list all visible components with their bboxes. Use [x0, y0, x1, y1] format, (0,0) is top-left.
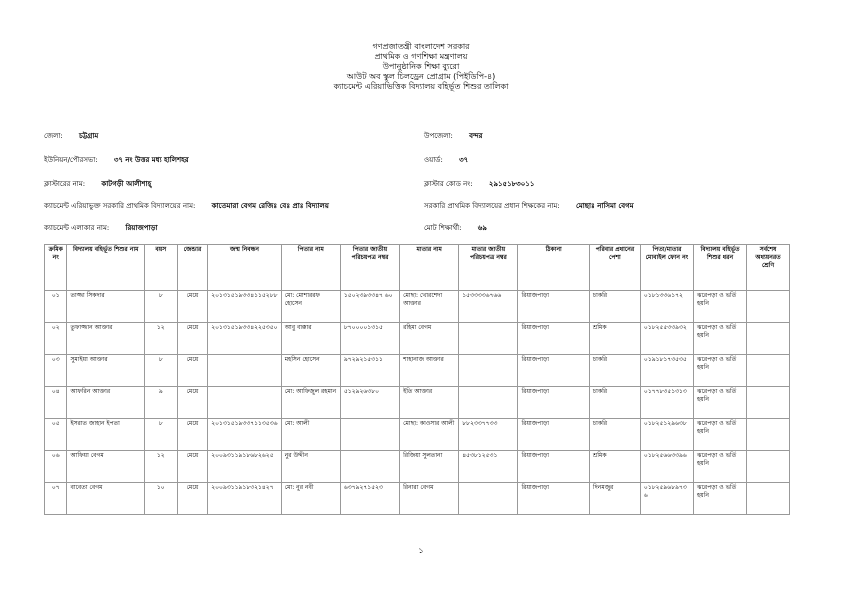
table-cell: মোছা: খোরশেদা আক্তার [400, 291, 459, 323]
table-row [45, 483, 790, 515]
table-cell: ঝরেপড়া ও ভর্তি হয়নি [693, 355, 746, 387]
total-label: মোট শিক্ষার্থী: [424, 224, 462, 232]
column-header: বয়স [144, 245, 177, 291]
table-cell: ২০০৯৩১১৯১৮৩২১৪২৭ [208, 483, 281, 515]
table-body [45, 291, 790, 515]
table-cell: রিয়াজপাড়া [518, 483, 589, 515]
table-cell: মেয়ে [177, 483, 208, 515]
table-cell: রিয়াজপাড়া [518, 291, 589, 323]
ward-value: ৩৭ [459, 156, 469, 164]
table-cell: মো: আফিজুল রহমান [281, 387, 340, 419]
area-field [44, 222, 158, 234]
children-table [44, 244, 790, 515]
table-cell [747, 387, 790, 419]
table-cell [459, 355, 518, 387]
table-cell: রিয়াজপাড়া [518, 355, 589, 387]
table-cell: ঝরেপড়া ও ভর্তি হয়নি [693, 419, 746, 451]
table-cell: রিনারা বেগম [400, 483, 459, 515]
table-cell: মেয়ে [177, 387, 208, 419]
table-row [45, 323, 790, 355]
table-row [45, 291, 790, 323]
table-cell: আফরিন আক্তার [67, 387, 145, 419]
table-cell: ঝরেপড়া ও ভর্তি হয়নি [693, 483, 746, 515]
table-cell: নুর উদ্দীন [281, 451, 340, 483]
table-cell: ২০১৩১৫১৯৩৩৪১১৫২৮৮ [208, 291, 281, 323]
union-field [44, 154, 189, 166]
upazila-label: উপজেলা: [424, 132, 453, 140]
table-cell: রিয়াজপাড়া [518, 451, 589, 483]
table-cell: রিয়াজপাড়া [518, 387, 589, 419]
table-cell: তুফাজ্জান আক্তার [67, 323, 145, 355]
table-cell: শাহানাজ আক্তার [400, 355, 459, 387]
table-cell: ১৫৩৩৩৩৬৭৬৬ [459, 291, 518, 323]
table-cell: চাকরি [589, 355, 640, 387]
table-cell: ৮ [144, 291, 177, 323]
table-row [45, 451, 790, 483]
school-value: কাতেমারা বেগম রেজিঃ বেঃ প্রাঃ বিদ্যালয় [211, 202, 329, 210]
table-cell [747, 451, 790, 483]
table-cell: ০১ [45, 291, 67, 323]
table-cell: ৬৩৭৯২৭১৫২৩ [340, 483, 399, 515]
header-line-4: আউট অব স্কুল চিলড্রেন প্রোগ্রাম (পিইডিপি-৪) [346, 72, 496, 81]
table-cell: চাকরি [589, 387, 640, 419]
table-cell: ৮ [144, 355, 177, 387]
column-header: সর্বশেষ অধ্যয়নরত শ্রেণি [747, 245, 790, 291]
table-cell: আবু বাক্কার [281, 323, 340, 355]
table-cell: দিনমজুর [589, 483, 640, 515]
table-cell [459, 323, 518, 355]
table-cell [208, 387, 281, 419]
table-cell [208, 355, 281, 387]
table-cell: ৪৫৩৮১২৫৩১ [459, 451, 518, 483]
cluster-label: ক্লাস্টারের নাম: [44, 180, 86, 188]
table-cell: মো: মোশাররফ হোসেন [281, 291, 340, 323]
table-row [45, 387, 790, 419]
area-value: রিয়াজপাড়া [125, 224, 158, 232]
table-cell: ০৬ [45, 451, 67, 483]
column-header: পরিবার প্রধানের পেশা [589, 245, 640, 291]
table-cell [459, 483, 518, 515]
table-cell: মো: নুর নবী [281, 483, 340, 515]
table-cell: ঝরেপড়া ও ভর্তি হয়নি [693, 451, 746, 483]
table-cell [340, 451, 399, 483]
headteacher-label: সরকারি প্রাথমিক বিদ্যালয়ের প্রধান শিক্ষকের নাম: [424, 202, 560, 210]
table-cell: ঝরেপড়া ও ভর্তি হয়নি [693, 387, 746, 419]
table-cell: মহসিন হোসেন [281, 355, 340, 387]
table-cell: ৮৮২৩৩৭৭৩৩ [459, 419, 518, 451]
column-header: পিতার নাম [281, 245, 340, 291]
column-header: জেন্ডার [177, 245, 208, 291]
table-cell: ৮৭০০০০১৩১৫ [340, 323, 399, 355]
table-cell: ২০১৩১৫১৯৩৩৪২২৫৩৫০ [208, 323, 281, 355]
table-cell: মোছা: কাওসার আলী [400, 419, 459, 451]
table-cell: সুমাইয়া আক্তার [67, 355, 145, 387]
header-line-5: ক্যাচমেন্ট এরিয়াভিত্তিক বিদ্যালয় বহির্ভূত শিশুর তালিকা [333, 82, 509, 91]
column-header: ঠিকানা [518, 245, 589, 291]
table-cell: তাজ্জা সিকদার [67, 291, 145, 323]
table-cell: ০১৮২৫৯৬৮৯৭৩৬ [640, 483, 693, 515]
table-cell: ২০১৩১৫১৯৩৩৭১১৩৫৩৬ [208, 419, 281, 451]
school-field [44, 200, 329, 212]
school-label: ক্যাচমেন্ট এরিয়াভুক্ত সরকারি প্রাথমিক বিদ্যালয়ের নাম: [44, 202, 196, 210]
table-cell: মেয়ে [177, 291, 208, 323]
table-cell: ১২ [144, 451, 177, 483]
cluster-field [44, 178, 151, 190]
table-cell: রিয়াজপাড়া [518, 419, 589, 451]
union-value: ৩৭ নং উত্তর মধ্য হালিশহর [113, 156, 189, 164]
table-cell: চাকরি [589, 291, 640, 323]
column-header: পিতা/মাতার মোবাইল ফোন নং [640, 245, 693, 291]
upazila-field [424, 130, 483, 142]
table-cell [340, 419, 399, 451]
table-cell: মো: আলী [281, 419, 340, 451]
document-header [0, 42, 842, 92]
table-cell: রিয়াজপাড়া [518, 323, 589, 355]
table-cell: ইসরাত জাহান ইপতা [67, 419, 145, 451]
header-line-3: উপানুষ্ঠানিক শিক্ষা ব্যুরো [382, 62, 460, 71]
table-cell: ০১৭৭৮৩৫১৩১৩ [640, 387, 693, 419]
total-field [424, 222, 487, 234]
headteacher-value: মোছাঃ নাসিমা বেগম [576, 202, 634, 210]
table-cell: চাকরি [589, 419, 640, 451]
table-cell: ০৫ [45, 419, 67, 451]
cluster-code-field [424, 178, 534, 190]
table-cell: বাবেতা বেগম [67, 483, 145, 515]
table-cell: মেয়ে [177, 419, 208, 451]
area-label: ক্যাচমেন্ট এলাকার নাম: [44, 224, 110, 232]
table-cell: ০১৮২৫১২৯৬৩৮ [640, 419, 693, 451]
table-cell: ৯ [144, 387, 177, 419]
ward-field [424, 154, 468, 166]
district-label: জেলা: [44, 132, 63, 140]
total-value: ৬৯ [477, 224, 487, 232]
table-cell: ১২ [144, 323, 177, 355]
cluster-code-label: ক্লাস্টার কোড নং: [424, 180, 473, 188]
table-cell [747, 291, 790, 323]
table-cell: ২০০৯৩১১৯১৮৬৮২৬২৫ [208, 451, 281, 483]
column-header: পিতার জাতীয় পরিচয়পত্র নম্বর [340, 245, 399, 291]
column-header: ক্রমিক নং [45, 245, 67, 291]
table-cell: ৯৭২৯২১৫৩১১ [340, 355, 399, 387]
table-cell [747, 483, 790, 515]
table-cell [747, 323, 790, 355]
table-cell: ০১৮১৩৩৬১৭২ [640, 291, 693, 323]
cluster-value: কাটগড়ী আলীশাহ্ [101, 180, 152, 188]
table-cell [747, 419, 790, 451]
table-cell: ০১৯১৮১৭৩৫৩৫ [640, 355, 693, 387]
header-line-1: গণপ্রজাতন্ত্রী বাংলাদেশ সরকার [372, 42, 470, 51]
cluster-code-value: ২৯১৫১৮৩০১১ [488, 180, 535, 188]
table-cell: ৫১২৯২৬৩৮০ [340, 387, 399, 419]
table-cell: ০৪ [45, 387, 67, 419]
upazila-value: বন্দর [469, 132, 483, 140]
table-cell [747, 355, 790, 387]
table-cell: ০১৮২৫৬৬৩৩৯৬ [640, 451, 693, 483]
column-header: বিদ্যালয় বহির্ভূত শিশুর নাম [67, 245, 145, 291]
ward-label: ওয়ার্ড: [424, 156, 443, 164]
column-header: মাতার নাম [400, 245, 459, 291]
table-cell: ঝরেপড়া ও ভর্তি হয়নি [693, 323, 746, 355]
district-value: চট্টগ্রাম [78, 132, 99, 140]
table-cell: ৮ [144, 419, 177, 451]
page-number: ১ [418, 546, 424, 555]
table-header-row [45, 245, 790, 291]
table-cell: ১০ [144, 483, 177, 515]
column-header: বিদ্যালয় বহির্ভূত শিশুর ধরন [693, 245, 746, 291]
table-cell: মেয়ে [177, 355, 208, 387]
table-cell: ১৫০২৩৯৩৩৪৭ ৬০ [340, 291, 399, 323]
headteacher-field [424, 200, 634, 212]
table-cell: শ্রমিক [589, 451, 640, 483]
table-cell: ইতি আক্তার [400, 387, 459, 419]
table-cell: রিজিয়া সুলতানা [400, 451, 459, 483]
column-header: মাতার জাতীয় পরিচয়পত্র নম্বর [459, 245, 518, 291]
header-line-2: প্রাথমিক ও গণশিক্ষা মন্ত্রণালয় [374, 52, 468, 61]
table-cell: শ্রমিক [589, 323, 640, 355]
table-cell: ০১৮২৫৫৩৩৯৩২ [640, 323, 693, 355]
column-header: জন্ম নিবন্ধন [208, 245, 281, 291]
table-cell: ০৩ [45, 355, 67, 387]
table-row [45, 355, 790, 387]
table-row [45, 419, 790, 451]
table-cell: ০২ [45, 323, 67, 355]
table-cell: মেয়ে [177, 451, 208, 483]
table-cell: ০৭ [45, 483, 67, 515]
table-cell: মেয়ে [177, 323, 208, 355]
table-cell: রহিমা বেগম [400, 323, 459, 355]
district-field [44, 130, 98, 142]
table-cell [459, 387, 518, 419]
union-label: ইউনিয়ন/পৌরসভা: [44, 156, 98, 164]
table-cell: আফিয়া বেগম [67, 451, 145, 483]
table-cell: ঝরেপড়া ও ভর্তি হয়নি [693, 291, 746, 323]
